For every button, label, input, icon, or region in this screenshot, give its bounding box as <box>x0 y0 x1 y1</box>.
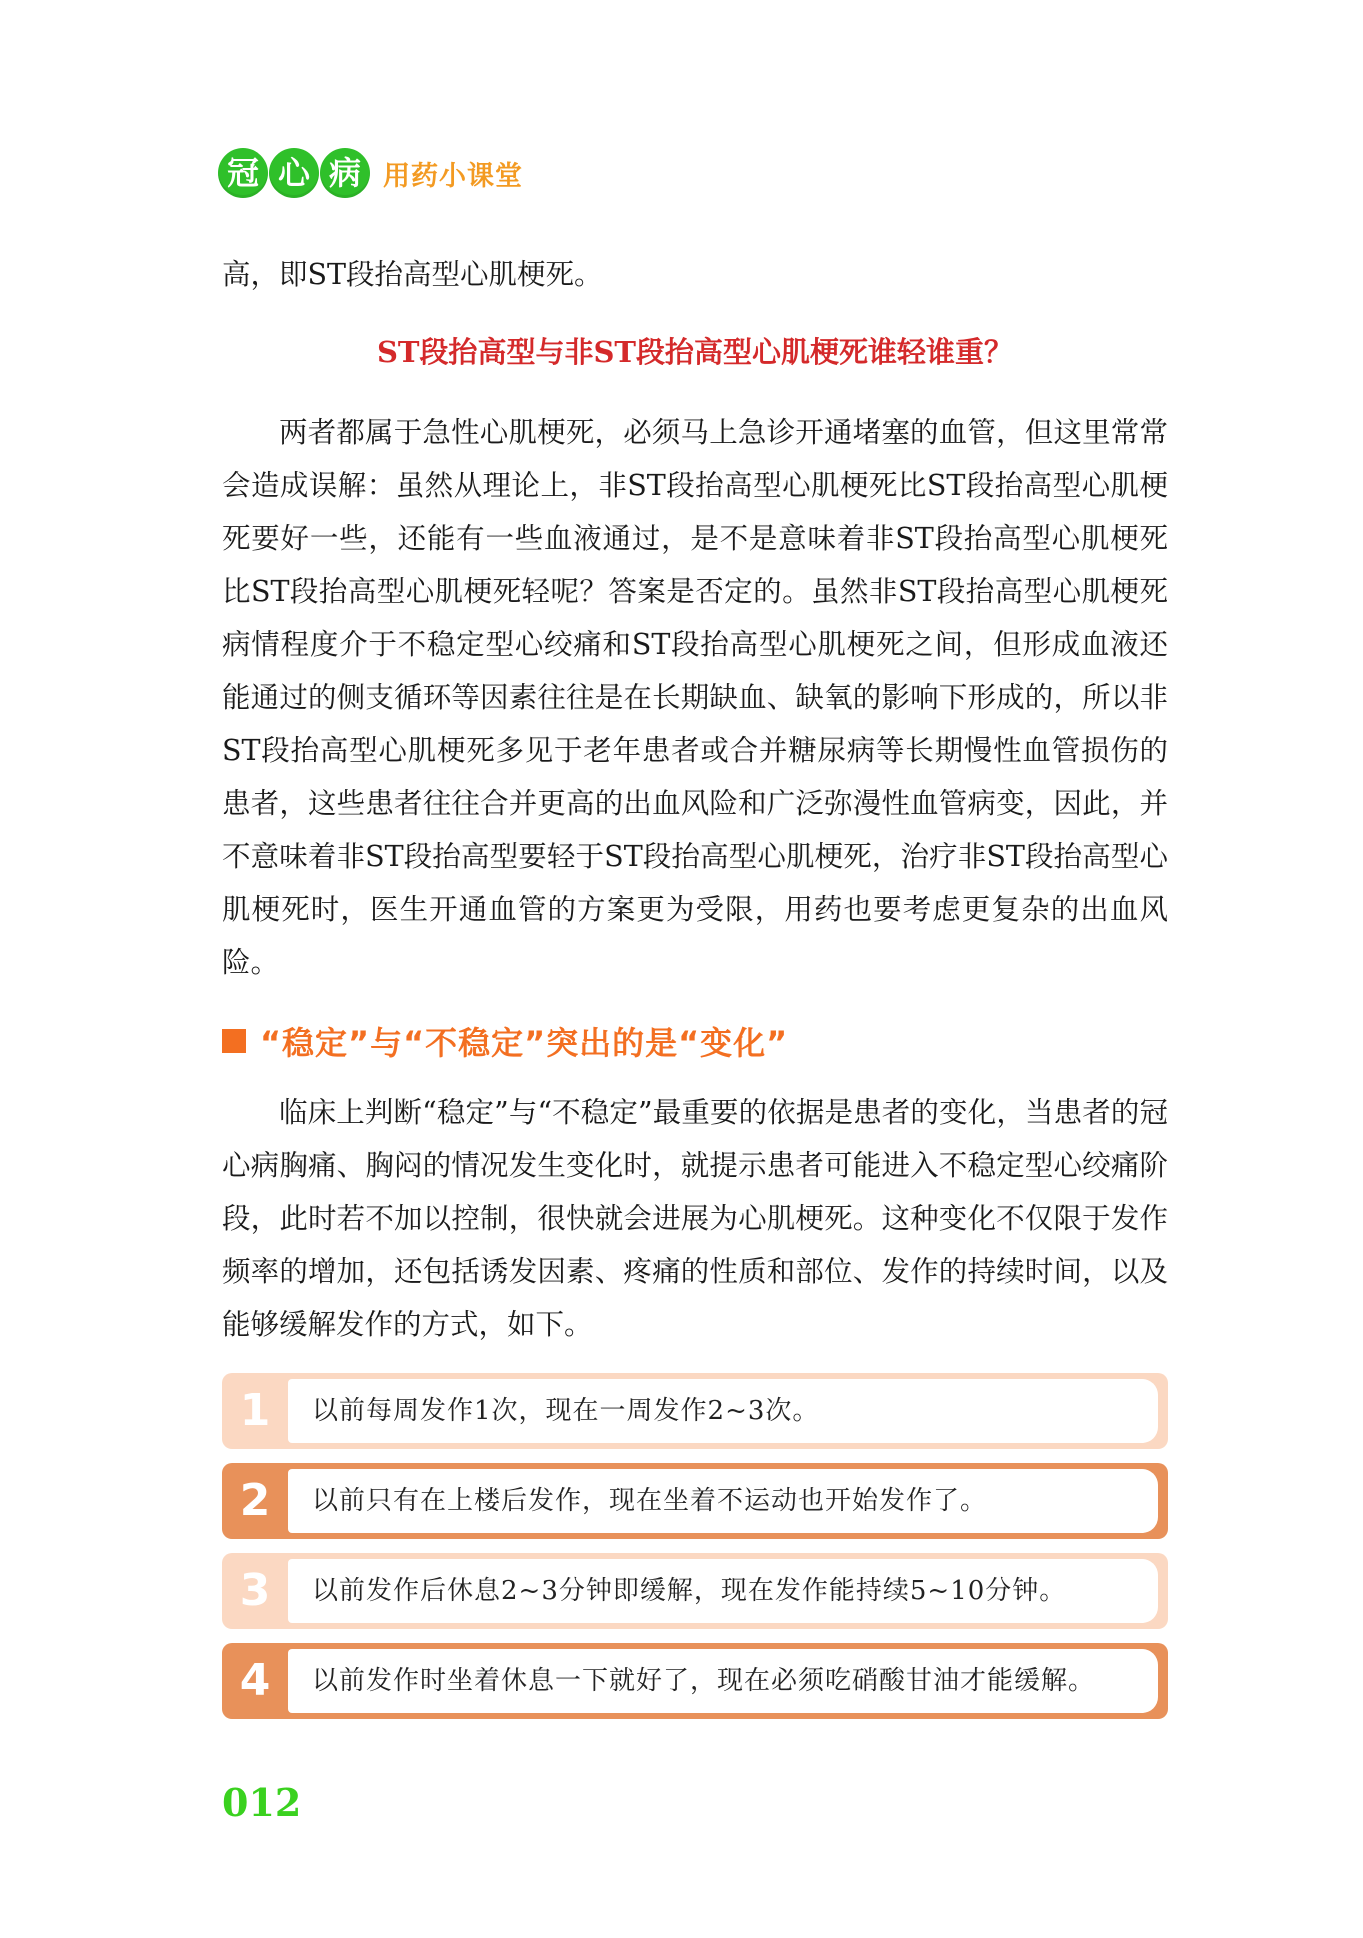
list-item <box>222 1553 1168 1629</box>
logo-char-3: 病 <box>320 148 370 198</box>
item-body <box>288 1379 1158 1443</box>
book-logo <box>218 148 523 198</box>
item-body <box>288 1649 1158 1713</box>
logo-char-1: 冠 <box>218 148 268 198</box>
section-title: “稳定”与“不稳定”突出的是“变化” <box>260 1024 789 1062</box>
item-number: 3 <box>239 1565 271 1616</box>
item-text: 以前每周发作1次，现在一周发作2~3次。 <box>312 1396 820 1426</box>
section-bullet-icon <box>222 1029 246 1053</box>
item-number: 2 <box>239 1475 271 1526</box>
logo-subtitle: 用药小课堂 <box>383 160 523 192</box>
item-body <box>288 1559 1158 1623</box>
paragraph-continuation: 高，即ST段抬高型心肌梗死。 <box>222 258 603 291</box>
change-examples-list <box>222 1373 1168 1733</box>
item-body <box>288 1469 1158 1533</box>
paragraph-comparison: 两者都属于急性心肌梗死，必须马上急诊开通堵塞的血管，但这里常常会造成误解：虽然从理论上，非ST段抬高型心肌梗死比ST段抬高型心肌梗死要好一些，还能有一些血液通过，是不是意味着非ST段抬高型心肌梗死比ST段抬高型心肌梗死轻呢？答案是否定的。虽然非ST段抬高型心肌梗死病情程度介于不稳定型心绞痛和ST段抬高型心肌梗死之间，但形成血液还能通过的侧支循环等因素往往是在长期缺血、缺氧的影响下形成的，所以非ST段抬高型心肌梗死多见于老年患者或合并糖尿病等长期慢性血管损伤的患者，这些患者往往合并更高的出血风险和广泛弥漫性血管病变，因此，并不意味着非ST段抬高型要轻于ST段抬高型心肌梗死，治疗非ST段抬高型心肌梗死时，医生开通血管的方案更为受限，用药也要考虑更复杂的出血风险。 <box>222 416 1168 979</box>
page-number: 012 <box>222 1780 302 1825</box>
list-item <box>222 1643 1168 1719</box>
item-number: 1 <box>239 1385 271 1436</box>
item-number: 4 <box>239 1655 271 1706</box>
section-heading <box>222 1018 788 1064</box>
paragraph-stability: 临床上判断“稳定”与“不稳定”最重要的依据是患者的变化，当患者的冠心病胸痛、胸闷的情况发生变化时，就提示患者可能进入不稳定型心绞痛阶段，此时若不加以控制，很快就会进展为心肌梗死。这种变化不仅限于发作频率的增加，还包括诱发因素、疼痛的性质和部位、发作的持续时间，以及能够缓解发作的方式，如下。 <box>222 1096 1168 1341</box>
item-text: 以前只有在上楼后发作，现在坐着不运动也开始发作了。 <box>312 1486 988 1516</box>
item-text: 以前发作后休息2~3分钟即缓解，现在发作能持续5~10分钟。 <box>312 1576 1067 1606</box>
logo-char-2: 心 <box>269 148 319 198</box>
list-item <box>222 1463 1168 1539</box>
sub-heading: ST段抬高型与非ST段抬高型心肌梗死谁轻谁重？ <box>376 335 1014 369</box>
item-text: 以前发作时坐着休息一下就好了，现在必须吃硝酸甘油才能缓解。 <box>312 1666 1096 1696</box>
list-item <box>222 1373 1168 1449</box>
